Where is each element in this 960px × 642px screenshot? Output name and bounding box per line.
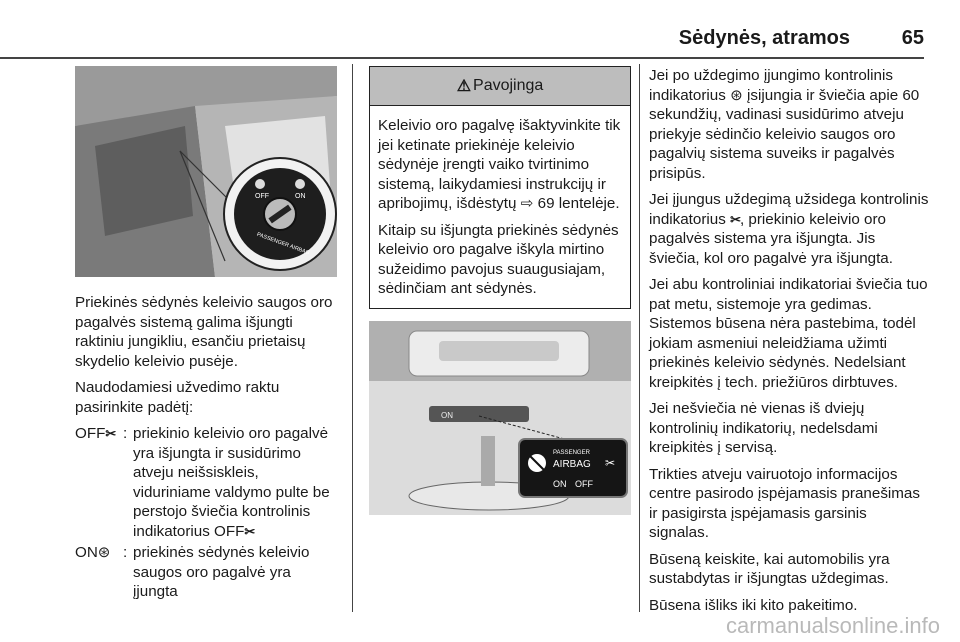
page-header bbox=[0, 0, 960, 60]
middle-column bbox=[369, 66, 631, 515]
right-paragraph-6: Būseną keiskite, kai automobilis yra sustabdytas ir išjungtas uždegimas. bbox=[649, 550, 890, 587]
right-paragraph-5: Trikties atveju vairuotojo informacijos centre pasirodo įspėjamasis pranešimas ir pasigirsta įspėjamasis garsinis signalas. bbox=[649, 465, 920, 541]
definition-desc-off: priekinio keleivio oro pagalvė yra išjungta ir susidūrimo atveju neišsiskleis, viduriniame valdymo pulte be perstojo šviečia kontrolinis indikatorius OFF bbox=[133, 425, 330, 540]
page-title: Sėdynės, atramos bbox=[678, 27, 850, 49]
column-divider-left bbox=[352, 64, 353, 612]
definition-row-off: OFF✂ : priekinio keleivio oro pagalvė yra išjungta ir susidūrimo atveju neišsiskleis, viduriniame valdymo pulte be perstojo šviečia kontrolinis indikatorius OFF✂ bbox=[75, 425, 330, 540]
intro-paragraph: Naudodamiesi užvedimo raktu pasirinkite padėtį: bbox=[75, 379, 280, 416]
page-ref-arrow-icon: ⇨ bbox=[520, 195, 534, 212]
console-label-off: OFF bbox=[575, 478, 593, 489]
right-column bbox=[649, 66, 929, 622]
door-switch-photo bbox=[75, 66, 337, 277]
warning-paragraph-2: Kitaip su išjungta priekinės sėdynės keleivio oro pagalve iškyla mirtino sužeidimo pavojus suaugusiajam, sėdinčiam ant sėdynės. bbox=[378, 221, 619, 297]
definition-desc-on: priekinės sėdynės keleivio saugos oro pagalvė yra įjungta bbox=[133, 544, 310, 600]
definition-row-on: ON⊛ : priekinės sėdynės keleivio saugos oro pagalvė yra įjungta bbox=[75, 543, 337, 602]
airbag-off-symbol-icon: ✂ bbox=[605, 455, 616, 470]
definition-term-on: ON bbox=[75, 544, 98, 561]
header-rule bbox=[0, 57, 924, 59]
photo-on-label: ON bbox=[295, 193, 306, 200]
right-paragraph-2: Jei įjungus uždegimą užsidega kontrolinis indikatorius ✂, priekinio keleivio oro pagalvės sistema yra išjungta. Jis šviečia, kol oro pagalvė yra išjungta. bbox=[649, 191, 929, 267]
column-divider-right bbox=[639, 64, 640, 612]
airbag-on-symbol-icon: ⊛ bbox=[97, 544, 111, 561]
right-paragraph-3: Jei abu kontroliniai indikatoriai šviečia tuo pat metu, sistemoje yra gedimas. Sistemos būsena nėra pastebima, todėl jokiam asmeniui neleidžiama užimti priekinės keleivio sėdynės. Nedelsiant kreipkitės į tech. priežiūros dirbtuves. bbox=[649, 276, 928, 391]
page-number: 65 bbox=[901, 27, 924, 49]
photo-off-label: OFF bbox=[255, 193, 269, 200]
airbag-off-symbol-icon: ✂ bbox=[105, 426, 116, 441]
warning-triangle-icon: ⚠ bbox=[456, 78, 472, 95]
position-definitions bbox=[75, 424, 337, 602]
airbag-off-symbol-icon: ✂ bbox=[244, 523, 255, 539]
warning-paragraph-1: Keleivio oro pagalvę išaktyvinkite tik jei ketinate priekinėje keleivio sėdynėje įrengti vaiko tvirtinimo sistemą, laikydamiesi instrukcijų ir apribojimų, išdėstytų ⇨ 69 lentelėje. bbox=[378, 117, 621, 212]
caption-paragraph: Priekinės sėdynės keleivio saugos oro pagalvės sistemą galima išjungti raktiniu jungikliu, esančiu prietaisų skydelio keleivio pusėje. bbox=[75, 294, 333, 370]
right-paragraph-7: Būsena išliks iki kito pakeitimo. bbox=[649, 596, 858, 614]
definition-term-off: OFF bbox=[75, 425, 106, 442]
watermark: carmanualsonline.info bbox=[725, 613, 940, 638]
warning-box bbox=[369, 66, 631, 309]
right-paragraph-4: Jei nešviečia nė vienas iš dviejų kontrolinių indikatorių, nedelsdami kreipkitės į servisą. bbox=[649, 400, 878, 456]
airbag-on-icon bbox=[295, 179, 305, 189]
console-label-passenger: PASSENGER bbox=[553, 449, 590, 456]
overhead-console-photo bbox=[369, 321, 631, 515]
warning-title: Pavojinga bbox=[473, 77, 544, 94]
console-label-on: ON bbox=[553, 478, 567, 489]
warning-header bbox=[370, 67, 630, 106]
airbag-off-icon bbox=[255, 179, 265, 189]
right-paragraph-1: Jei po uždegimo įjungimo kontrolinis indikatorius ⊛ įsijungia ir šviečia apie 60 sekundžių, vadinasi susidūrimo atveju priekyje sėdinčio keleivio saugos oro pagalvių sistema suveiks ir pagalvės prisipūs. bbox=[649, 67, 920, 182]
airbag-on-symbol-icon: ⊛ bbox=[730, 86, 743, 104]
page-ref-link[interactable]: 69 bbox=[537, 195, 555, 212]
svg-text:ON: ON bbox=[441, 410, 453, 420]
console-label-airbag: AIRBAG bbox=[553, 458, 591, 470]
photo-ring-label: PASSENGER AIRBAG bbox=[255, 231, 311, 257]
left-column bbox=[75, 66, 337, 604]
airbag-off-symbol-icon: ✂ bbox=[730, 211, 740, 227]
